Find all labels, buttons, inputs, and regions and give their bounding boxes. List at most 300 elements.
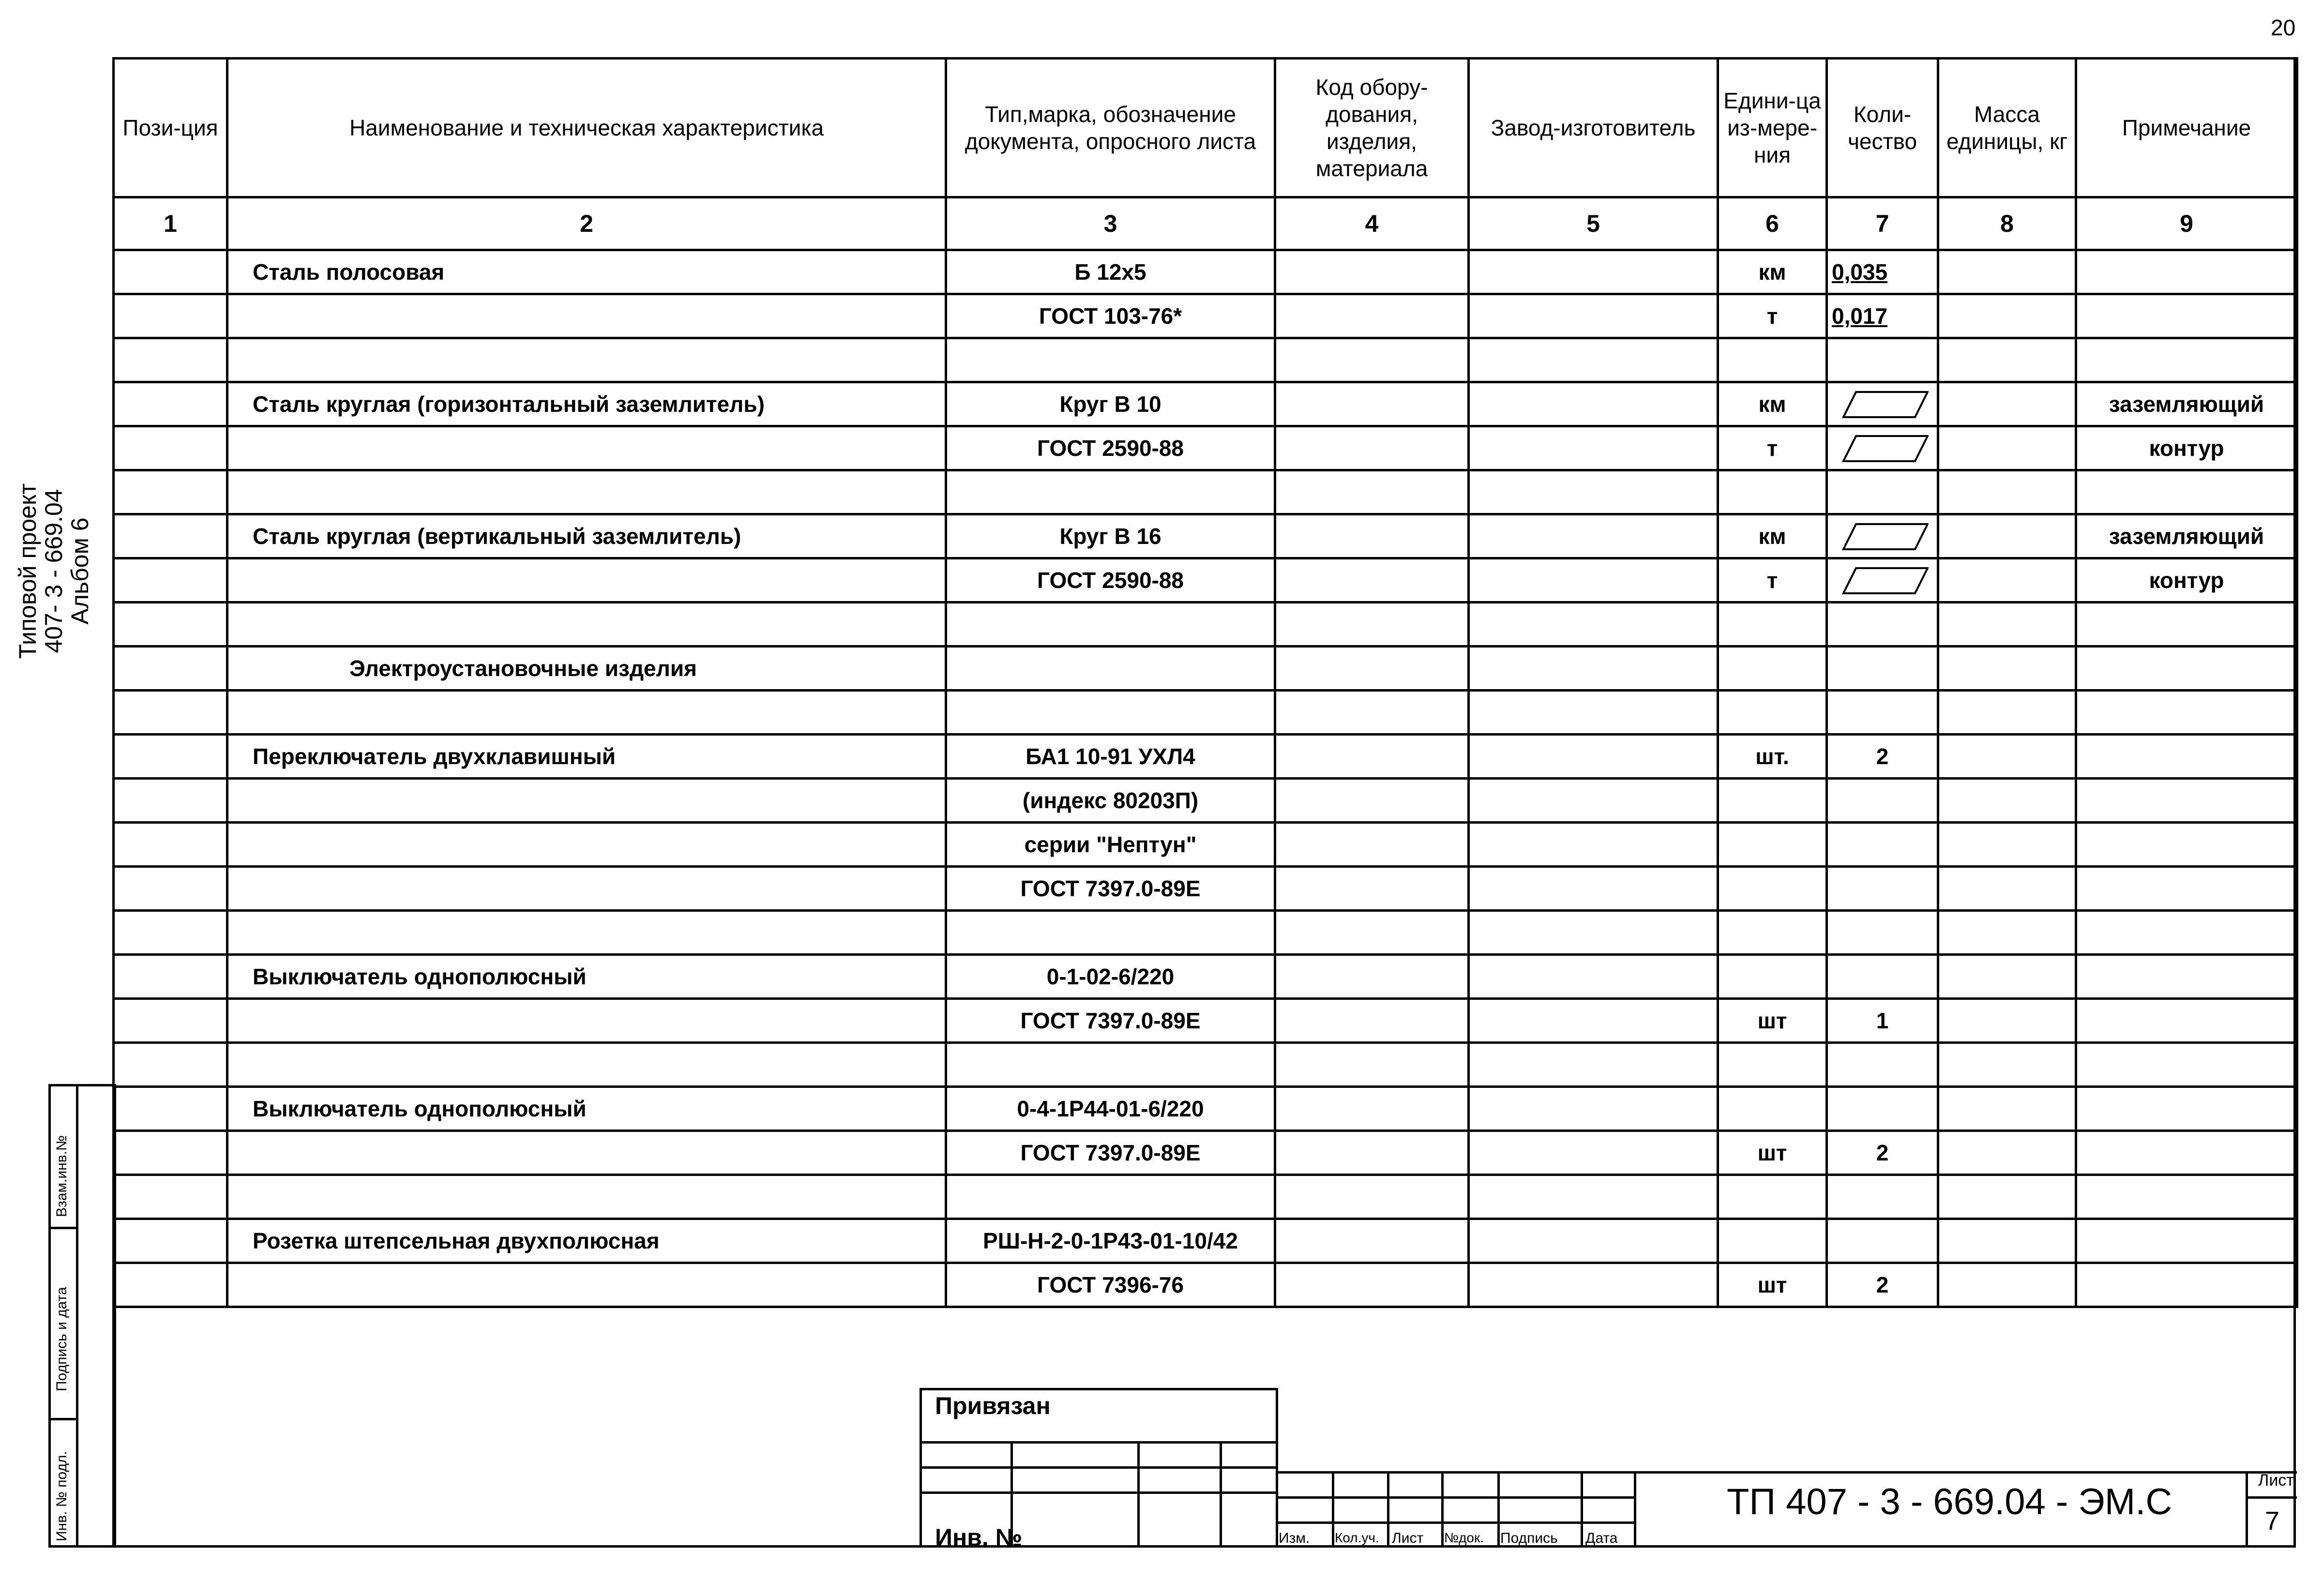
quantity-cell [1827,426,1938,470]
tb-col-data: Дата [1585,1530,1618,1546]
left-stamp-strip [48,1084,116,1548]
type-cell [946,647,1275,691]
note-cell [2076,338,2297,382]
tb-col-podpis: Подпись [1500,1530,1558,1546]
mass-cell [1938,1219,2076,1263]
position-cell [114,867,227,911]
quantity-cell [1827,470,1938,514]
unit-cell: км [1718,382,1827,426]
code-cell [1275,250,1469,294]
table-row [114,867,2297,911]
note-cell [2076,1263,2297,1307]
position-cell [114,1087,227,1131]
name-cell [227,1043,946,1087]
mass-cell [1938,338,2076,382]
name-cell: Выключатель однополюсный [227,955,946,999]
position-cell [114,294,227,338]
note-cell [2076,779,2297,823]
unit-cell [1718,911,1827,955]
manufacturer-cell [1469,1175,1718,1219]
tb-line [1634,1471,1636,1548]
position-cell [114,999,227,1043]
quantity-cell [1827,1175,1938,1219]
quantity-cell [1827,1043,1938,1087]
mass-cell [1938,999,2076,1043]
type-cell: Круг В 10 [946,382,1275,426]
tb-line [1441,1471,1444,1548]
type-cell: (индекс 80203П) [946,779,1275,823]
unit-cell [1718,470,1827,514]
quantity-value: 0,017 [1832,303,1888,329]
manufacturer-cell [1469,602,1718,647]
table-row [114,514,2297,558]
code-cell [1275,1219,1469,1263]
mass-cell [1938,1043,2076,1087]
quantity-cell [1827,250,1938,294]
quantity-cell [1827,691,1938,735]
note-cell: заземляющий [2076,382,2297,426]
quantity-cell [1827,382,1938,426]
manufacturer-cell [1469,294,1718,338]
name-cell [227,999,946,1043]
type-cell: ГОСТ 103-76* [946,294,1275,338]
code-cell [1275,691,1469,735]
type-cell: Б 12х5 [946,250,1275,294]
unit-cell: шт [1718,1263,1827,1307]
column-number: 7 [1827,197,1938,250]
name-cell [227,602,946,647]
unit-cell: т [1718,294,1827,338]
manufacturer-cell [1469,1263,1718,1307]
type-cell [946,338,1275,382]
quantity-parallelogram [1837,567,1929,594]
manufacturer-cell [1469,514,1718,558]
quantity-cell [1827,647,1938,691]
mass-cell [1938,514,2076,558]
type-cell: РШ-Н-2-0-1Р43-01-10/42 [946,1219,1275,1263]
note-cell [2076,955,2297,999]
mass-cell [1938,647,2076,691]
table-row [114,911,2297,955]
specification-table [112,57,2298,1308]
mass-cell [1938,911,2076,955]
code-cell [1275,1175,1469,1219]
table-row [114,999,2297,1043]
sheet-label: Лист [2258,1471,2294,1490]
mass-cell [1938,426,2076,470]
name-cell [227,1175,946,1219]
position-cell [114,1219,227,1263]
note-cell [2076,1043,2297,1087]
tb-line [2246,1471,2248,1548]
quantity-parallelogram [1837,435,1929,462]
header-row [114,59,2297,197]
name-cell: Электроустановочные изделия [227,647,946,691]
mass-cell [1938,1131,2076,1175]
table-row [114,735,2297,779]
table-row [114,338,2297,382]
name-cell [227,1263,946,1307]
note-cell [2076,1219,2297,1263]
unit-cell: шт [1718,999,1827,1043]
unit-cell [1718,647,1827,691]
inv-no-label: Инв. № [935,1524,1023,1551]
table-row [114,250,2297,294]
document-designation: ТП 407 - 3 - 669.04 - ЭМ.С [1727,1481,2172,1522]
unit-cell [1718,1043,1827,1087]
note-cell [2076,470,2297,514]
note-cell [2076,647,2297,691]
tb-line [1276,1471,1634,1474]
quantity-value: 2 [1876,1272,1889,1297]
name-cell [227,338,946,382]
quantity-cell [1827,294,1938,338]
quantity-cell [1827,602,1938,647]
code-cell [1275,514,1469,558]
manufacturer-cell [1469,735,1718,779]
name-cell [227,779,946,823]
tb-line [2246,1496,2297,1499]
mass-cell [1938,382,2076,426]
manufacturer-cell [1469,691,1718,735]
table-row [114,382,2297,426]
name-cell [227,911,946,955]
table-row [114,1043,2297,1087]
name-cell [227,1131,946,1175]
mass-cell [1938,867,2076,911]
column-number: 2 [227,197,946,250]
manufacturer-cell [1469,647,1718,691]
tb-line [920,1466,1278,1469]
position-cell [114,779,227,823]
code-cell [1275,647,1469,691]
code-cell [1275,1263,1469,1307]
mass-cell [1938,691,2076,735]
quantity-parallelogram [1837,523,1929,550]
unit-cell [1718,1219,1827,1263]
manufacturer-cell [1469,823,1718,867]
note-cell: контур [2076,426,2297,470]
column-header: Наименование и техническая характеристика [227,59,946,197]
position-cell [114,823,227,867]
code-cell [1275,558,1469,602]
type-cell [946,1175,1275,1219]
column-header: Примечание [2076,59,2297,197]
column-header: Код обору-дования, изделия, материала [1275,59,1469,197]
table-row [114,470,2297,514]
note-cell: заземляющий [2076,514,2297,558]
unit-cell [1718,1087,1827,1131]
mass-cell [1938,779,2076,823]
quantity-cell [1827,338,1938,382]
code-cell [1275,1131,1469,1175]
manufacturer-cell [1469,1219,1718,1263]
name-cell [227,470,946,514]
manufacturer-cell [1469,911,1718,955]
tb-col-izm: Изм. [1279,1530,1310,1546]
table-row [114,955,2297,999]
position-cell [114,691,227,735]
column-header: Завод-изготовитель [1469,59,1718,197]
note-cell [2076,823,2297,867]
table-row [114,602,2297,647]
manufacturer-cell [1469,382,1718,426]
quantity-value: 2 [1876,1140,1889,1165]
mass-cell [1938,602,2076,647]
code-cell [1275,382,1469,426]
note-cell [2076,735,2297,779]
column-header: Коли-чество [1827,59,1938,197]
position-cell [114,1131,227,1175]
manufacturer-cell [1469,867,1718,911]
note-cell: контур [2076,558,2297,602]
manufacturer-cell [1469,250,1718,294]
note-cell [2076,999,2297,1043]
code-cell [1275,426,1469,470]
page-number: 20 [2271,15,2296,40]
name-cell [227,691,946,735]
position-cell [114,1263,227,1307]
type-cell: серии "Нептун" [946,823,1275,867]
manufacturer-cell [1469,1043,1718,1087]
name-cell [227,823,946,867]
sheet-number: 7 [2265,1506,2280,1536]
tb-line [1332,1471,1334,1548]
name-cell [227,867,946,911]
manufacturer-cell [1469,338,1718,382]
note-cell [2076,911,2297,955]
unit-cell: т [1718,426,1827,470]
tb-line [1497,1471,1500,1548]
type-cell [946,602,1275,647]
tb-line [1276,1521,1634,1524]
mass-cell [1938,558,2076,602]
quantity-value: 2 [1876,744,1889,769]
type-cell: БА1 10-91 УХЛ4 [946,735,1275,779]
side-title-line2: 407- 3 - 669.04 [40,489,67,653]
manufacturer-cell [1469,426,1718,470]
manufacturer-cell [1469,1131,1718,1175]
quantity-cell [1827,955,1938,999]
column-number: 5 [1469,197,1718,250]
quantity-parallelogram [1837,391,1929,418]
mass-cell [1938,294,2076,338]
tb-col-koluch: Кол.уч. [1335,1530,1379,1545]
code-cell [1275,911,1469,955]
position-cell [114,470,227,514]
tb-line [1220,1441,1222,1548]
position-cell [114,558,227,602]
code-cell [1275,470,1469,514]
code-cell [1275,602,1469,647]
unit-cell [1718,691,1827,735]
unit-cell [1718,779,1827,823]
column-header: Масса единицы, кг [1938,59,2076,197]
unit-cell: км [1718,514,1827,558]
table-row [114,426,2297,470]
note-cell [2076,1087,2297,1131]
type-cell: ГОСТ 7396-76 [946,1263,1275,1307]
type-cell [946,470,1275,514]
position-cell [114,955,227,999]
position-cell [114,647,227,691]
position-cell [114,1043,227,1087]
table-row [114,779,2297,823]
unit-cell [1718,955,1827,999]
mass-cell [1938,823,2076,867]
code-cell [1275,999,1469,1043]
type-cell: ГОСТ 2590-88 [946,558,1275,602]
unit-cell: шт [1718,1131,1827,1175]
table-row [114,691,2297,735]
note-cell [2076,250,2297,294]
vzam-label: Взам.инв.№ [54,1135,70,1217]
name-cell [227,558,946,602]
mass-cell [1938,1175,2076,1219]
table-row [114,558,2297,602]
code-cell [1275,823,1469,867]
table-row [114,1131,2297,1175]
side-title-line3: Альбом 6 [66,517,93,625]
mass-cell [1938,735,2076,779]
code-cell [1275,735,1469,779]
table-row [114,294,2297,338]
quantity-value: 1 [1876,1008,1889,1033]
name-cell [227,294,946,338]
code-cell [1275,955,1469,999]
position-cell [114,382,227,426]
code-cell [1275,294,1469,338]
position-cell [114,514,227,558]
column-number: 1 [114,197,227,250]
name-cell [227,426,946,470]
position-cell [114,426,227,470]
tb-line [1137,1441,1140,1548]
unit-cell: т [1718,558,1827,602]
mass-cell [1938,1263,2076,1307]
note-cell [2076,867,2297,911]
tb-line [920,1388,1278,1390]
unit-cell [1718,338,1827,382]
mass-cell [1938,955,2076,999]
mass-cell [1938,250,2076,294]
quantity-cell [1827,735,1938,779]
side-title-line1: Типовой проект [14,483,41,659]
note-cell [2076,1131,2297,1175]
code-cell [1275,779,1469,823]
table-row [114,1175,2297,1219]
column-number: 6 [1718,197,1827,250]
manufacturer-cell [1469,779,1718,823]
name-cell: Сталь полосовая [227,250,946,294]
table-row [114,647,2297,691]
tb-line [1581,1471,1583,1548]
table-row [114,823,2297,867]
unit-cell: км [1718,250,1827,294]
type-cell: Круг В 16 [946,514,1275,558]
manufacturer-cell [1469,955,1718,999]
quantity-cell [1827,911,1938,955]
manufacturer-cell [1469,1087,1718,1131]
type-cell [946,1043,1275,1087]
tb-col-list: Лист [1392,1530,1424,1546]
mass-cell [1938,470,2076,514]
mass-cell [1938,1087,2076,1131]
column-header: Едини-ца из-мере-ния [1718,59,1827,197]
column-header: Тип,марка, обозначение документа, опросного листа [946,59,1275,197]
type-cell [946,691,1275,735]
type-cell: ГОСТ 7397.0-89Е [946,867,1275,911]
position-cell [114,338,227,382]
type-cell: 0-4-1Р44-01-6/220 [946,1087,1275,1131]
column-header: Пози-ция [114,59,227,197]
podpis-label: Подпись и дата [54,1287,70,1391]
quantity-cell [1827,823,1938,867]
unit-cell [1718,602,1827,647]
tb-line [1387,1471,1389,1548]
note-cell [2076,602,2297,647]
position-cell [114,1175,227,1219]
quantity-cell [1827,1219,1938,1263]
column-number: 9 [2076,197,2297,250]
table-row [114,1087,2297,1131]
column-number: 8 [1938,197,2076,250]
note-cell [2076,1175,2297,1219]
name-cell: Выключатель однополюсный [227,1087,946,1131]
inv-label: Инв. № подл. [54,1451,70,1541]
manufacturer-cell [1469,558,1718,602]
unit-cell [1718,823,1827,867]
table-row [114,1263,2297,1307]
manufacturer-cell [1469,999,1718,1043]
position-cell [114,735,227,779]
note-cell [2076,294,2297,338]
code-cell [1275,867,1469,911]
type-cell [946,911,1275,955]
quantity-cell [1827,1263,1938,1307]
manufacturer-cell [1469,470,1718,514]
code-cell [1275,1043,1469,1087]
quantity-cell [1827,999,1938,1043]
position-cell [114,911,227,955]
quantity-cell [1827,558,1938,602]
unit-cell [1718,867,1827,911]
name-cell: Розетка штепсельная двухполюсная [227,1219,946,1263]
column-number-row [114,197,2297,250]
tb-line [1634,1471,2297,1474]
name-cell: Сталь круглая (горизонтальный заземлитель) [227,382,946,426]
quantity-value: 0,035 [1832,259,1888,285]
name-cell: Переключатель двухклавишный [227,735,946,779]
tb-line [920,1491,1278,1494]
quantity-cell [1827,779,1938,823]
note-cell [2076,691,2297,735]
tb-line [920,1441,1278,1444]
type-cell: ГОСТ 2590-88 [946,426,1275,470]
column-number: 4 [1275,197,1469,250]
name-cell: Сталь круглая (вертикальный заземлитель) [227,514,946,558]
quantity-cell [1827,1087,1938,1131]
code-cell [1275,1087,1469,1131]
type-cell: ГОСТ 7397.0-89Е [946,999,1275,1043]
quantity-cell [1827,1131,1938,1175]
position-cell [114,602,227,647]
type-cell: 0-1-02-6/220 [946,955,1275,999]
privyazan-label: Привязан [935,1392,1051,1419]
unit-cell [1718,1175,1827,1219]
quantity-cell [1827,514,1938,558]
unit-cell: шт. [1718,735,1827,779]
